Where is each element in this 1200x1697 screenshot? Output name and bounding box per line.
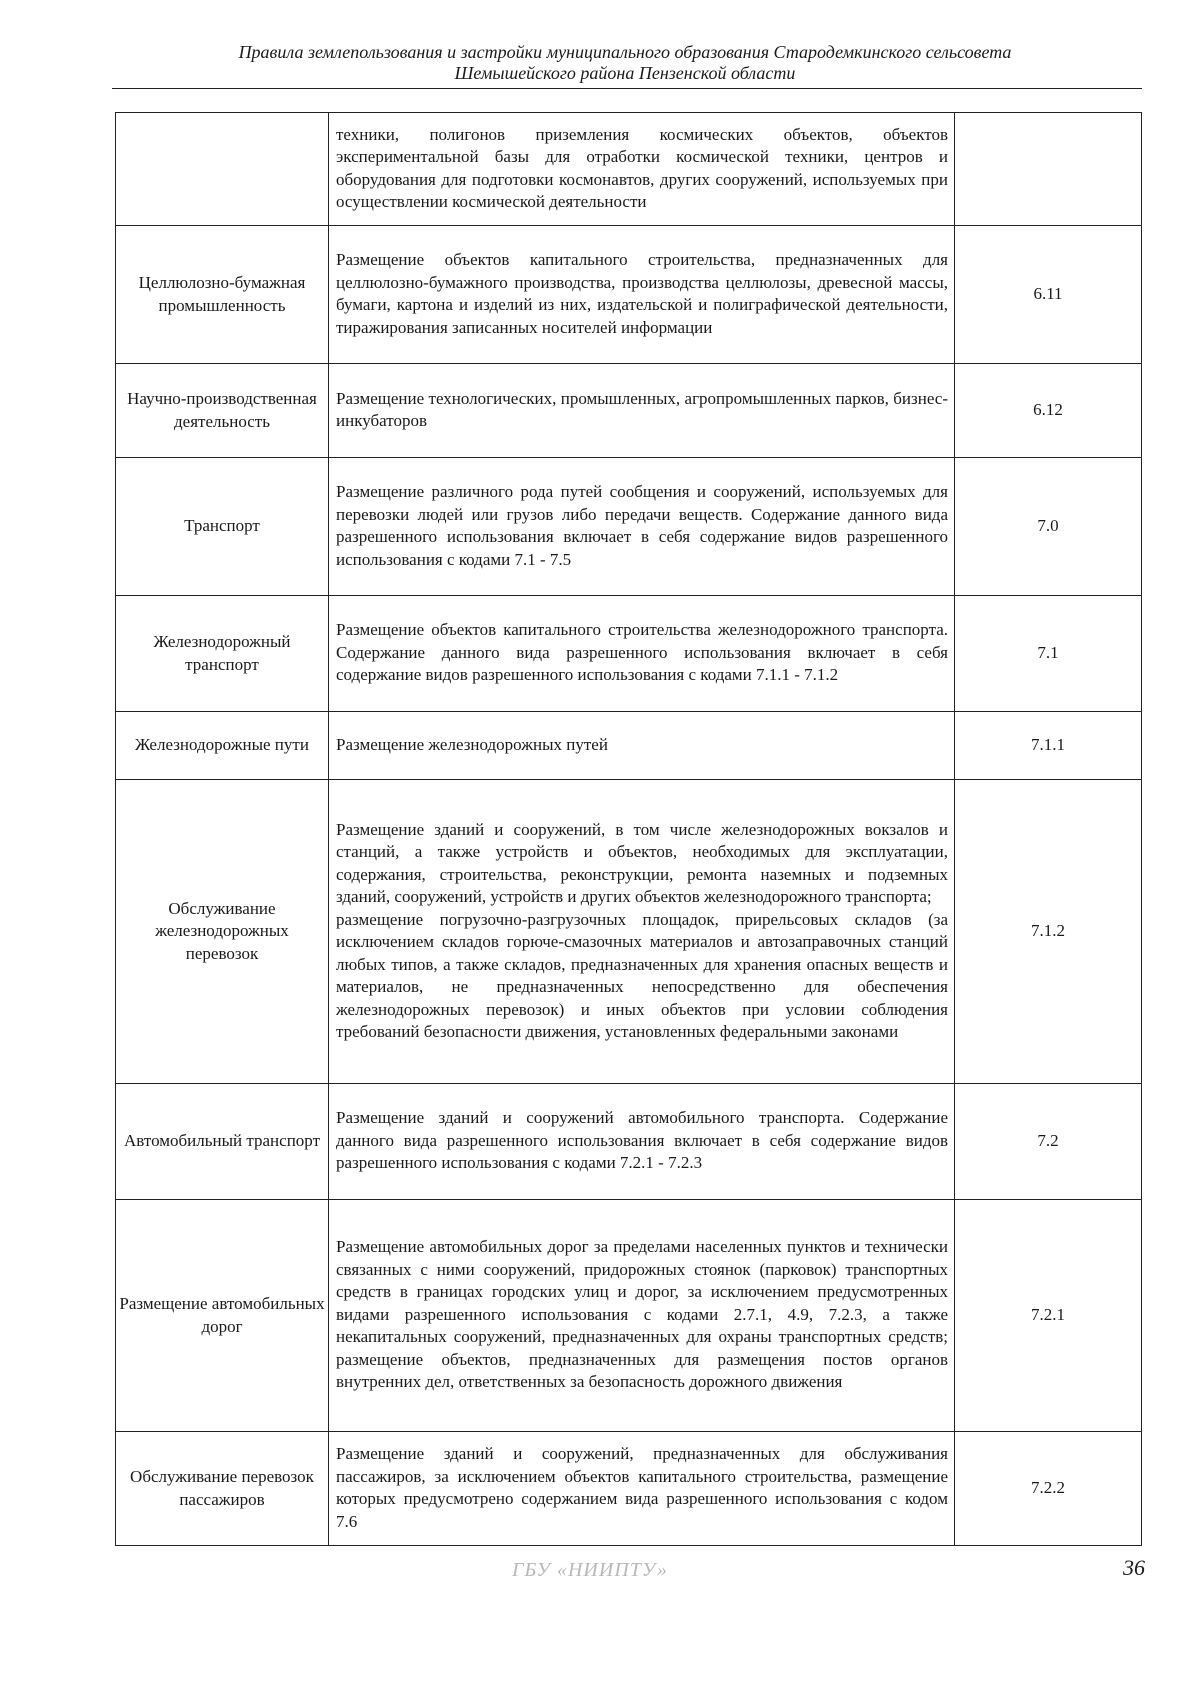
- use-type-description: Размещение автомобильных дорог за пределами населенных пунктов и технически связанных с ними сооружений, придорожных стоянок (парковок) транспортных средств в границах городских улиц и дорог, за исключением предусмотренных видами разрешенного использования с кодами 2.7.1, 4.9, 7.2.3, а также некапитальных сооружений, предназначенных для охраны транспортных средств; размещение объектов, предназначенных для размещения постов органов внутренних дел, ответственных за безопасность дорожного движения: [329, 1200, 955, 1432]
- table-row: [116, 458, 1142, 596]
- use-type-code: 7.0: [955, 458, 1142, 596]
- header-divider: [112, 88, 1142, 89]
- table-row: [116, 1432, 1142, 1546]
- table-row: [116, 113, 1142, 226]
- footer-organization: ГБУ «НИИПТУ»: [512, 1559, 668, 1581]
- header-line-1: Правила землепользования и застройки муниципального образования Стародемкинского сельсовета: [238, 42, 1012, 62]
- use-type-name: [116, 113, 329, 226]
- use-type-description: Размещение железнодорожных путей: [329, 712, 955, 780]
- table-row: [116, 1084, 1142, 1200]
- use-type-code: 7.2.2: [955, 1432, 1142, 1546]
- land-use-table: [115, 112, 1142, 1546]
- use-type-code: 7.2: [955, 1084, 1142, 1200]
- table-row: [116, 1200, 1142, 1432]
- use-type-name: Железнодорожные пути: [116, 712, 329, 780]
- use-type-name: Железнодорожный транспорт: [116, 596, 329, 712]
- use-type-code: 6.11: [955, 226, 1142, 364]
- use-type-code: 7.2.1: [955, 1200, 1142, 1432]
- use-type-name: Целлюлозно-бумажная промышленность: [116, 226, 329, 364]
- use-type-name: Обслуживание перевозок пассажиров: [116, 1432, 329, 1546]
- use-type-code: 6.12: [955, 364, 1142, 458]
- page-number: 36: [1123, 1555, 1145, 1580]
- use-type-description: техники, полигонов приземления космических объектов, объектов экспериментальной базы для отработки космической техники, центров и оборудования для подготовки космонавтов, других сооружений, используемых при осуществлении космической деятельности: [329, 113, 955, 226]
- use-type-name: Научно-производственная деятельность: [116, 364, 329, 458]
- use-type-description: Размещение объектов капитального строительства, предназначенных для целлюлозно-бумажного производства, производства целлюлозы, древесной массы, бумаги, картона и изделий из них, издательской и полиграфической деятельности, тиражирования записанных носителей информации: [329, 226, 955, 364]
- use-type-description: Размещение зданий и сооружений, предназначенных для обслуживания пассажиров, за исключением объектов капитального строительства, размещение которых предусмотрено содержанием вида разрешенного использования с кодом 7.6: [329, 1432, 955, 1546]
- table-row: [116, 226, 1142, 364]
- table-row: [116, 780, 1142, 1084]
- use-type-code: 7.1: [955, 596, 1142, 712]
- use-type-description: Размещение объектов капитального строительства железнодорожного транспорта. Содержание данного вида разрешенного использования включает в себя содержание видов разрешенного использования с кодами 7.1.1 - 7.1.2: [329, 596, 955, 712]
- use-type-description: Размещение зданий и сооружений автомобильного транспорта. Содержание данного вида разрешенного использования включает в себя содержание видов разрешенного использования с кодами 7.2.1 - 7.2.3: [329, 1084, 955, 1200]
- use-type-code: [955, 113, 1142, 226]
- use-type-code: 7.1.1: [955, 712, 1142, 780]
- page-header: [110, 42, 1140, 84]
- use-type-description: Размещение зданий и сооружений, в том числе железнодорожных вокзалов и станций, а также устройств и объектов, необходимых для эксплуатации, содержания, строительства, реконструкции, ремонта наземных и подземных зданий, сооружений, устройств и других объектов железнодорожного транспорта; размещение погрузочно-разгрузочных площадок, прирельсовых складов (за исключением складов горюче-смазочных материалов и автозаправочных станций любых типов, а также складов, предназначенных для хранения опасных веществ и материалов, не предназначенных непосредственно для обеспечения железнодорожных перевозок) и иных объектов при условии соблюдения требований безопасности движения, установленных федеральными законами: [329, 780, 955, 1084]
- use-type-name: Транспорт: [116, 458, 329, 596]
- table-row: [116, 596, 1142, 712]
- table-row: [116, 712, 1142, 780]
- table-row: [116, 364, 1142, 458]
- use-type-name: Обслуживание железнодорожных перевозок: [116, 780, 329, 1084]
- use-type-code: 7.1.2: [955, 780, 1142, 1084]
- use-type-description: Размещение различного рода путей сообщения и сооружений, используемых для перевозки людей или грузов либо передачи веществ. Содержание данного вида разрешенного использования включает в себя содержание видов разрешенного использования с кодами 7.1 - 7.5: [329, 458, 955, 596]
- use-type-description: Размещение технологических, промышленных, агропромышленных парков, бизнес-инкубаторов: [329, 364, 955, 458]
- use-type-name: Размещение автомобильных дорог: [116, 1200, 329, 1432]
- header-line-2: Шемышейского района Пензенской области: [454, 63, 796, 83]
- use-type-name: Автомобильный транспорт: [116, 1084, 329, 1200]
